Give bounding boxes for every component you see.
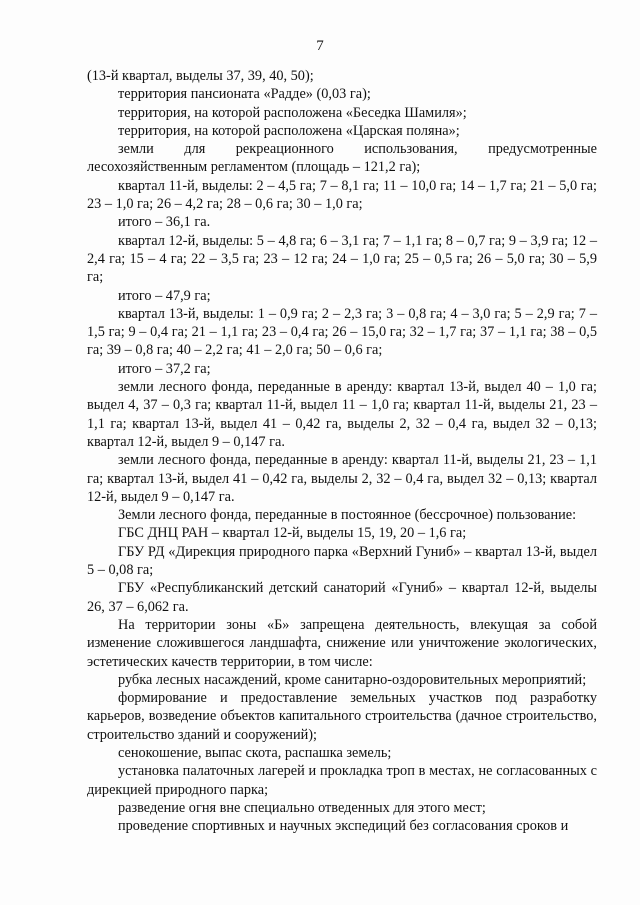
paragraph-haymaking: сенокошение, выпас скота, распашка земель; xyxy=(118,744,392,761)
paragraph-lease-2: земли лесного фонда, переданные в аренду: квартал 11-й, выделы 21, 23 – 1,1 га; квартал 13-й, выдел 41 – 0,42 га, выделы 2, 32 – 0,4 га, выдел 32 – 0,13; квартал 12-й, выдел 9 – 0,147 га. xyxy=(87,452,597,505)
paragraph-radde: территория пансионата «Радде» (0,03 га); xyxy=(118,86,371,103)
paragraph-fire: разведение огня вне специально отведенных для этого мест; xyxy=(118,799,486,816)
page-number: 7 xyxy=(316,38,324,54)
paragraph-gbu-sanatorium: ГБУ «Республиканский детский санаторий «Гуниб» – квартал 12-й, выделы 26, 37 – 6,062 га. xyxy=(87,580,597,615)
paragraph-total-11: итого – 36,1 га. xyxy=(118,214,211,231)
paragraph-kvartal-11: квартал 11-й, выделы: 2 – 4,5 га; 7 – 8,1 га; 11 – 10,0 га; 14 – 1,7 га; 21 – 5,0 га; 23 – 1,0 га; 26 – 4,2 га; 28 – 0,6 га; 30 – 1,0 га; xyxy=(87,177,597,213)
paragraph-kvartal-12: квартал 12-й, выделы: 5 – 4,8 га; 6 – 3,1 га; 7 – 1,1 га; 8 – 0,7 га; 9 – 3,9 га; 12 –2,4 га; 15 – 4 га; 22 – 3,5 га; 23 – 12 га; 24 – 1,0 га; 25 – 0,5 га; 26 – 5,0 га; 30 – 5,9 га; xyxy=(87,232,597,286)
paragraph-kvartal-13: квартал 13-й, выделы: 1 – 0,9 га; 2 – 2,3 га; 3 – 0,8 га; 4 – 3,0 га; 5 – 2,9 га; 7 – 1,5 га; 9 – 0,4 га; 21 – 1,1 га; 23 – 0,4 га; 26 – 15,0 га; 32 – 1,7 га; 37 – 1,1 га; 38 – 0,5 га; 39 – 0,8 га; 40 – 2,2 га; 41 – 2,0 га; 50 – 0,6 га; xyxy=(87,305,597,359)
paragraph-gbs-dnc: ГБС ДНЦ РАН – квартал 12-й, выделы 15, 19, 20 – 1,6 га; xyxy=(118,525,467,542)
paragraph-total-12: итого – 47,9 га; xyxy=(118,287,211,304)
paragraph-recreation-lands: земли для рекреационного использования, предусмотренные лесохозяйственным регламентом (площадь – 121,2 га); xyxy=(87,141,597,176)
paragraph-expeditions: проведение спортивных и научных экспедиций без согласования сроков и xyxy=(118,818,569,835)
paragraph-tsarskaya: территория, на которой расположена «Царская поляна»; xyxy=(118,122,460,139)
paragraph-lease-1: земли лесного фонда, переданные в аренду: квартал 13-й, выдел 40 – 1,0 га; выдел 4, 37 – 0,3 га; квартал 11-й, выдел 11 – 1,0 га; квартал 11-й, выделы 21, 23 – 1,1 га; квартал 13-й, выдел 41 – 0,42 га, выделы 2, 32 – 0,4 га, выдел 32 – 0,13; квартал 12-й, выдел 9 – 0,147 га. xyxy=(87,379,597,450)
document-body xyxy=(87,67,597,835)
paragraph-gbu-park: ГБУ РД «Дирекция природного парка «Верхний Гуниб» – квартал 13-й, выдел 5 – 0,08 га; xyxy=(87,543,597,579)
paragraph-continuation: (13-й квартал, выделы 37, 39, 40, 50); xyxy=(87,68,314,84)
paragraph-total-13: итого – 37,2 га; xyxy=(118,360,211,377)
paragraph-zone-b: На территории зоны «Б» запрещена деятельность, влекущая за собой изменение сложившегося ландшафта, снижение или уничтожение экологических, эстетических качеств территории, в том числе: xyxy=(87,616,597,670)
paragraph-land-plots: формирование и предоставление земельных участков под разработку карьеров, возведение объектов капитального строительства (дачное строительство, строительство зданий и сооружений); xyxy=(87,690,597,743)
paragraph-logging: рубка лесных насаждений, кроме санитарно-оздоровительных мероприятий; xyxy=(118,671,587,688)
paragraph-permanent-use: Земли лесного фонда, переданные в постоянное (бессрочное) пользование: xyxy=(118,507,577,524)
paragraph-besedka: территория, на которой расположена «Беседка Шамиля»; xyxy=(118,104,467,121)
paragraph-camps: установка палаточных лагерей и прокладка троп в местах, не согласованных с дирекцией природного парка; xyxy=(87,763,597,798)
